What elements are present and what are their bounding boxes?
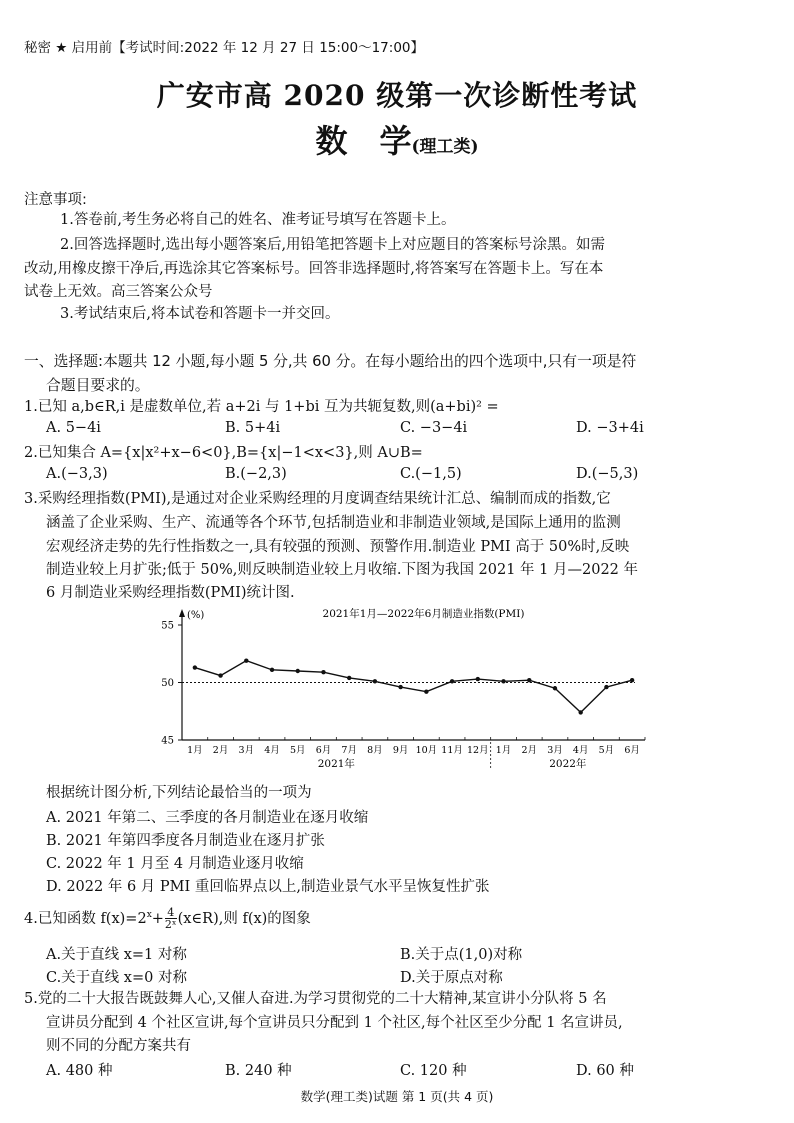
q1-option-b: B. 5+4i bbox=[225, 420, 281, 436]
question-1-stem: 1.已知 a,b∈R,i 是虚数单位,若 a+2i 与 1+bi 互为共轭复数,则(a+bi)² = bbox=[24, 399, 499, 415]
chart-title: 2021年1月—2022年6月制造业指数(PMI) bbox=[322, 608, 525, 620]
q4-option-d: D.关于原点对称 bbox=[400, 970, 503, 986]
q4-plus: + bbox=[151, 910, 164, 927]
x-tick-label: 6月 bbox=[624, 745, 640, 756]
pmi-data-point bbox=[476, 677, 480, 681]
q3-option-b: B. 2021 年第四季度各月制造业在逐月扩张 bbox=[46, 833, 325, 849]
x-tick-label: 6月 bbox=[315, 745, 332, 756]
exam-title: 广安市高 2020 级第一次诊断性考试 bbox=[156, 79, 638, 112]
x-tick-label: 10月 bbox=[415, 745, 438, 756]
x-tick-label: 11月 bbox=[441, 745, 463, 756]
y-tick-label: 55 bbox=[161, 620, 174, 632]
y-axis-label: (%) bbox=[187, 610, 205, 621]
pmi-data-point bbox=[321, 670, 325, 674]
question-5-line: 则不同的分配方案共有 bbox=[46, 1038, 191, 1054]
q3-option-a: A. 2021 年第二、三季度的各月制造业在逐月收缩 bbox=[46, 810, 369, 826]
x-tick-label: 3月 bbox=[547, 745, 563, 756]
year-label-2021: 2021年 bbox=[317, 758, 355, 770]
y-tick-label: 50 bbox=[161, 678, 174, 689]
q5-option-b: B. 240 种 bbox=[225, 1063, 292, 1079]
q4-option-c: C.关于直线 x=0 对称 bbox=[46, 970, 187, 986]
section-heading-cont: 合题目要求的。 bbox=[46, 377, 150, 394]
pmi-data-point bbox=[630, 678, 634, 682]
year-label-2022: 2022年 bbox=[549, 758, 587, 770]
pmi-series-line bbox=[195, 661, 632, 713]
subject-title bbox=[0, 116, 794, 162]
notice-item: 试卷上无效。高三答案公众号 bbox=[24, 284, 213, 300]
y-axis-arrow bbox=[179, 609, 185, 617]
x-tick-label: 5月 bbox=[598, 745, 615, 756]
pmi-data-point bbox=[218, 673, 222, 677]
x-tick-label: 8月 bbox=[367, 745, 383, 756]
q4-exponent: x bbox=[146, 910, 152, 920]
q2-option-b: B.(−2,3) bbox=[225, 466, 287, 482]
q4-option-b: B.关于点(1,0)对称 bbox=[400, 947, 523, 963]
q1-option-a: A. 5−4i bbox=[46, 420, 101, 436]
q2-option-d: D.(−5,3) bbox=[576, 466, 639, 482]
subject-char-2: 学 bbox=[379, 122, 412, 160]
q4-fraction-denominator: 2ˣ bbox=[164, 918, 177, 932]
notice-item: 2.回答选择题时,选出每小题答案后,用铅笔把答题卡上对应题目的答案标号涂黑。如需 bbox=[60, 237, 606, 253]
confidential-header: 秘密 ★ 启用前【考试时间:2022 年 12 月 27 日 15:00～17:00】 bbox=[24, 40, 425, 56]
x-tick-label: 1月 bbox=[187, 745, 203, 756]
subject-char-1: 数 bbox=[315, 122, 348, 160]
q4-option-a: A.关于直线 x=1 对称 bbox=[46, 947, 187, 963]
pmi-line-chart bbox=[150, 605, 650, 780]
pmi-data-point bbox=[450, 679, 454, 683]
pmi-data-point bbox=[501, 679, 505, 683]
q5-option-d: D. 60 种 bbox=[576, 1063, 634, 1079]
x-tick-label: 12月 bbox=[467, 745, 489, 756]
question-4-stem bbox=[24, 905, 311, 930]
pmi-data-point bbox=[553, 686, 557, 690]
pmi-data-point bbox=[527, 678, 531, 682]
x-tick-label: 3月 bbox=[238, 745, 255, 756]
notice-heading: 注意事项: bbox=[24, 192, 87, 208]
x-tick-label: 2月 bbox=[212, 745, 229, 756]
q3-option-d: D. 2022 年 6 月 PMI 重回临界点以上,制造业景气水平呈恢复性扩张 bbox=[46, 879, 490, 895]
x-tick-label: 2月 bbox=[521, 745, 538, 756]
question-3-prompt: 根据统计图分析,下列结论最恰当的一项为 bbox=[46, 785, 312, 801]
x-tick-label: 7月 bbox=[341, 745, 357, 756]
question-3-line: 6 月制造业采购经理指数(PMI)统计图. bbox=[46, 585, 295, 601]
q1-option-d: D. −3+4i bbox=[576, 420, 644, 436]
x-tick-label: 1月 bbox=[495, 745, 512, 756]
question-5-line: 宣讲员分配到 4 个社区宣讲,每个宣讲员只分配到 1 个社区,每个社区至少分配 1 名宣讲员, bbox=[46, 1015, 623, 1031]
pmi-data-point bbox=[347, 676, 351, 680]
pmi-data-point bbox=[578, 710, 582, 714]
pmi-data-point bbox=[244, 658, 248, 662]
pmi-data-point bbox=[193, 665, 197, 669]
y-tick-label: 45 bbox=[161, 735, 174, 747]
q2-option-a: A.(−3,3) bbox=[46, 466, 108, 482]
notice-item: 改动,用橡皮擦干净后,再选涂其它答案标号。回答非选择题时,将答案写在答题卡上。写在本 bbox=[24, 261, 604, 277]
pmi-data-point bbox=[604, 685, 608, 689]
section-heading: 一、选择题:本题共 12 小题,每小题 5 分,共 60 分。在每小题给出的四个选项中,只有一项是符 bbox=[24, 353, 637, 370]
pmi-data-point bbox=[424, 690, 428, 694]
q5-option-c: C. 120 种 bbox=[400, 1063, 467, 1079]
q3-option-c: C. 2022 年 1 月至 4 月制造业逐月收缩 bbox=[46, 856, 304, 872]
x-tick-label: 5月 bbox=[289, 745, 306, 756]
q4-stem-part: (x∈R),则 f(x)的图象 bbox=[177, 910, 311, 927]
question-3-line: 制造业较上月扩张;低于 50%,则反映制造业较上月收缩.下图为我国 2021 年 1 月—2022 年 bbox=[46, 562, 639, 578]
pmi-data-point bbox=[398, 685, 402, 689]
pmi-data-point bbox=[270, 668, 274, 672]
pmi-data-point bbox=[373, 679, 377, 683]
q1-option-c: C. −3−4i bbox=[400, 420, 468, 436]
x-tick-label: 9月 bbox=[392, 745, 409, 756]
question-3-line: 宏观经济走势的先行性指数之一,具有较强的预测、预警作用.制造业 PMI 高于 50%时,反映 bbox=[46, 539, 630, 555]
x-tick-label: 4月 bbox=[264, 745, 280, 756]
subject-category: (理工类) bbox=[411, 137, 479, 157]
question-3-line: 涵盖了企业采购、生产、流通等各个环节,包括制造业和非制造业领域,是国际上通用的监测 bbox=[46, 515, 621, 531]
page-footer: 数学(理工类)试题 第 1 页(共 4 页) bbox=[300, 1089, 494, 1104]
q4-stem-part: 4.已知函数 f(x)=2 bbox=[24, 910, 147, 927]
q4-fraction bbox=[165, 907, 177, 930]
q4-fraction-numerator: 4 bbox=[165, 907, 177, 919]
question-2-stem: 2.已知集合 A={x|x²+x−6<0},B={x|−1<x<3},则 A∪B= bbox=[24, 445, 423, 461]
pmi-data-point bbox=[296, 669, 300, 673]
q5-option-a: A. 480 种 bbox=[46, 1063, 113, 1079]
notice-item: 3.考试结束后,将本试卷和答题卡一并交回。 bbox=[60, 306, 340, 322]
question-5-line: 5.党的二十大报告既鼓舞人心,又催人奋进.为学习贯彻党的二十大精神,某宣讲小分队将 5 名 bbox=[24, 991, 607, 1007]
question-3-line: 3.采购经理指数(PMI),是通过对企业采购经理的月度调查结果统计汇总、编制而成的指数,它 bbox=[24, 491, 611, 507]
notice-item: 1.答卷前,考生务必将自己的姓名、准考证号填写在答题卡上。 bbox=[60, 212, 456, 228]
q2-option-c: C.(−1,5) bbox=[400, 466, 462, 482]
x-tick-label: 4月 bbox=[572, 745, 589, 756]
